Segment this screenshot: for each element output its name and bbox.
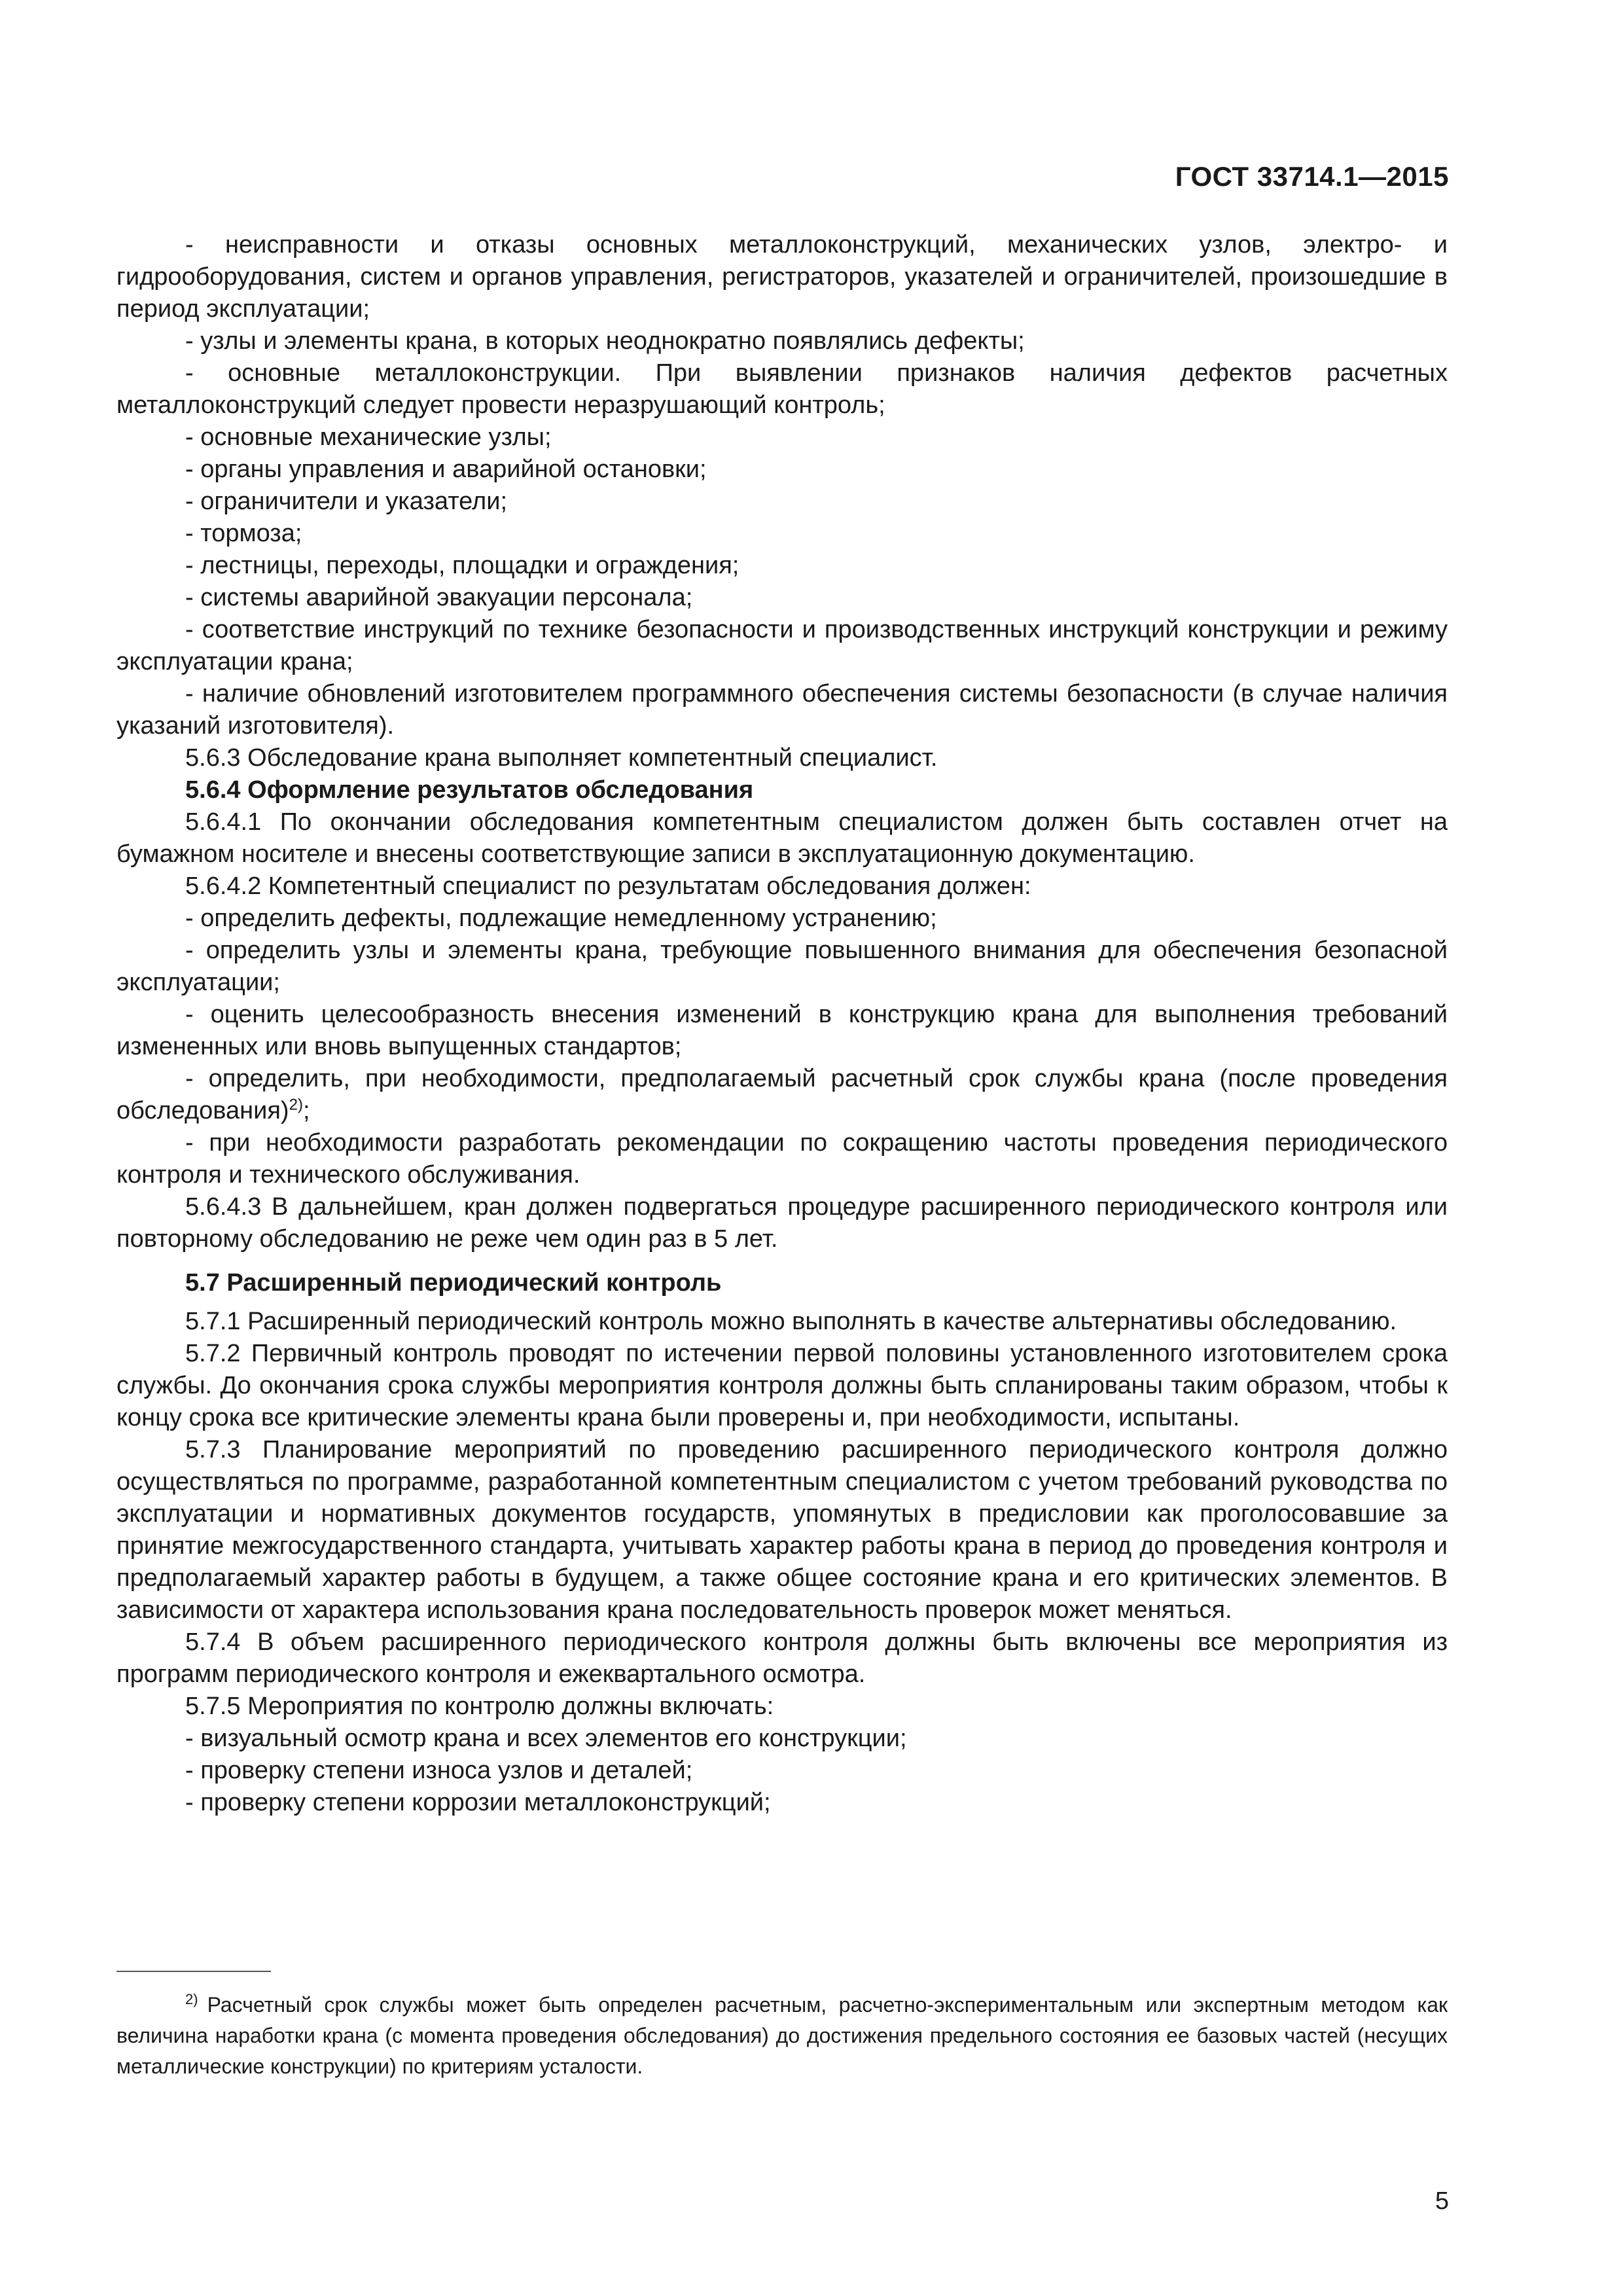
list-item: - ограничители и указатели; <box>185 488 507 515</box>
list-item: - неисправности и отказы основных металлоконструкций, механических узлов, электро- и гидрооборудования, систем и органов управления, регистраторов, указателей и ограничителей, произошедшие в период эксплуатации; <box>116 231 1448 323</box>
list-item: - узлы и элементы крана, в которых неоднократно появлялись дефекты; <box>185 327 1025 355</box>
list-item: - органы управления и аварийной остановки; <box>185 456 707 483</box>
list-item: - проверку степени коррозии металлоконструкций; <box>185 1789 771 1816</box>
clause-5-7-3: 5.7.3 Планирование мероприятий по проведению расширенного периодического контроля должно осуществляться по программе, разработанной компетентным специалистом с учетом требований руководства по эксплуатации и нормативных документов государств, упомянутых в предисловии как проголосовавшие за принятие межгосударственного стандарта, учитывать характер работы крана в период до проведения контроля и предполагаемый характер работы в будущем, а также общее состояние крана и его критических элементов. В зависимости от характера использования крана последовательность проверок может меняться. <box>116 1436 1448 1624</box>
list-item: - соответствие инструкций по технике безопасности и производственных инструкций конструкции и режиму эксплуатации крана; <box>116 616 1448 675</box>
list-item-punct: ; <box>302 1097 310 1124</box>
list-item: - оценить целесообразность внесения изменений в конструкцию крана для выполнения требований измененных или вновь выпущенных стандартов; <box>116 1001 1448 1060</box>
list-item: - наличие обновлений изготовителем программного обеспечения системы безопасности (в случае наличия указаний изготовителя). <box>116 680 1448 740</box>
footnote-reference: 2) <box>289 1096 303 1114</box>
footnote-separator <box>116 1971 271 1972</box>
main-text <box>116 229 1448 1819</box>
list-item-text: - определить, при необходимости, предполагаемый расчетный срок службы крана (после проведения обследования) <box>116 1065 1448 1124</box>
page-number: 5 <box>1435 2187 1449 2215</box>
clause-5-7-1: 5.7.1 Расширенный периодический контроль можно выполнять в качестве альтернативы обследованию. <box>185 1308 1397 1335</box>
clause-5-7-4: 5.7.4 В объем расширенного периодического контроля должны быть включены все мероприятия из программ периодического контроля и ежеквартального осмотра. <box>116 1628 1448 1688</box>
clause-5-6-4-1: 5.6.4.1 По окончании обследования компетентным специалистом должен быть составлен отчет на бумажном носителе и внесены соответствующие записи в эксплуатационную документацию. <box>116 808 1448 868</box>
list-item: - определить узлы и элементы крана, требующие повышенного внимания для обеспечения безопасной эксплуатации; <box>116 937 1448 996</box>
section-heading-5-7: 5.7 Расширенный периодический контроль <box>185 1269 722 1297</box>
clause-5-6-4-2: 5.6.4.2 Компетентный специалист по результатам обследования должен: <box>185 872 1031 900</box>
footnote-mark: 2) <box>185 1991 198 2008</box>
clause-5-7-2: 5.7.2 Первичный контроль проводят по истечении первой половины установленного изготовителем срока службы. До окончания срока службы мероприятия контроля должны быть спланированы таким образом, чтобы к концу срока все критические элементы крана были проверены и, при необходимости, испытаны. <box>116 1340 1448 1431</box>
document-id-header: ГОСТ 33714.1—2015 <box>1175 161 1449 192</box>
footnote <box>116 1990 1448 2082</box>
list-item: - лестницы, переходы, площадки и ограждения; <box>185 552 740 579</box>
list-item: - проверку степени износа узлов и деталей; <box>185 1757 693 1784</box>
list-item: - тормоза; <box>185 520 302 547</box>
list-item: - системы аварийной эвакуации персонала; <box>185 584 693 611</box>
clause-5-6-3: 5.6.3 Обследование крана выполняет компетентный специалист. <box>185 744 938 772</box>
list-item: - определить дефекты, подлежащие немедленному устранению; <box>185 905 937 932</box>
list-item: - визуальный осмотр крана и всех элементов его конструкции; <box>185 1725 907 1752</box>
list-item: - основные механические узлы; <box>185 423 552 451</box>
section-heading-5-6-4: 5.6.4 Оформление результатов обследования <box>185 776 754 804</box>
clause-5-7-5: 5.7.5 Мероприятия по контролю должны включать: <box>185 1693 774 1720</box>
clause-5-6-4-3: 5.6.4.3 В дальнейшем, кран должен подвергаться процедуре расширенного периодического контроля или повторному обследованию не реже чем один раз в 5 лет. <box>116 1193 1448 1253</box>
footnote-text: Расчетный срок службы может быть определен расчетным, расчетно-экспериментальным или экспертным методом как величина наработки крана (с момента проведения обследования) до достижения предельного состояния ее базовых частей (несущих металлические конструкции) по критериям усталости. <box>116 1993 1448 2078</box>
list-item: - при необходимости разработать рекомендации по сокращению частоты проведения периодического контроля и технического обслуживания. <box>116 1129 1448 1189</box>
list-item-with-footnote <box>116 1063 1448 1127</box>
list-item: - основные металлоконструкции. При выявлении признаков наличия дефектов расчетных металлоконструкций следует провести неразрушающий контроль; <box>116 359 1448 419</box>
